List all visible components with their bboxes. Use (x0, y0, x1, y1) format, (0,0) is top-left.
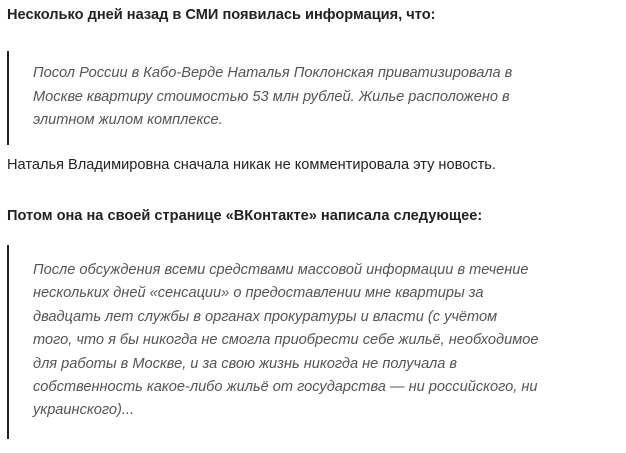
blockquote-line: После обсуждения всеми средствами массовой информации в течение (33, 262, 529, 278)
blockquote-2 (7, 245, 539, 439)
blockquote-1 (7, 51, 513, 145)
blockquote-line: того, что я бы никогда не смогла приобрести себе жильё, необходимое (33, 332, 539, 349)
blockquote-line: нескольких дней «сенсации» о предоставлении мне квартиры за (33, 285, 484, 302)
blockquote-line: Москве квартиру стоимостью 53 млн рублей. Жилье расположено в (33, 88, 510, 105)
blockquote-line: элитном жилом комплексе. (33, 112, 223, 128)
body-paragraph-2: Наталья Владимировна сначала никак не комментировала эту новость. (7, 157, 496, 173)
blockquote-line: двадцать лет службы в органах прокуратуры и власти (с учётом (33, 308, 498, 325)
blockquote-1-text (33, 62, 512, 133)
blockquote-2-text (33, 259, 538, 423)
blockquote-line: Посол России в Кабо-Верде Наталья Поклонская приватизировала в (33, 65, 513, 81)
body-paragraph-3: Потом она на своей странице «ВКонтакте» написала следующее: (7, 208, 483, 224)
blockquote-line: для работы в Москве, и за свою жизнь никогда не получала в (33, 355, 458, 372)
blockquote-line: украинского)... (33, 402, 135, 419)
blockquote-line: собственность какое-либо жильё от государства — ни российского, ни (33, 379, 538, 396)
intro-paragraph: Несколько дней назад в СМИ появилась информация, что: (7, 7, 436, 23)
